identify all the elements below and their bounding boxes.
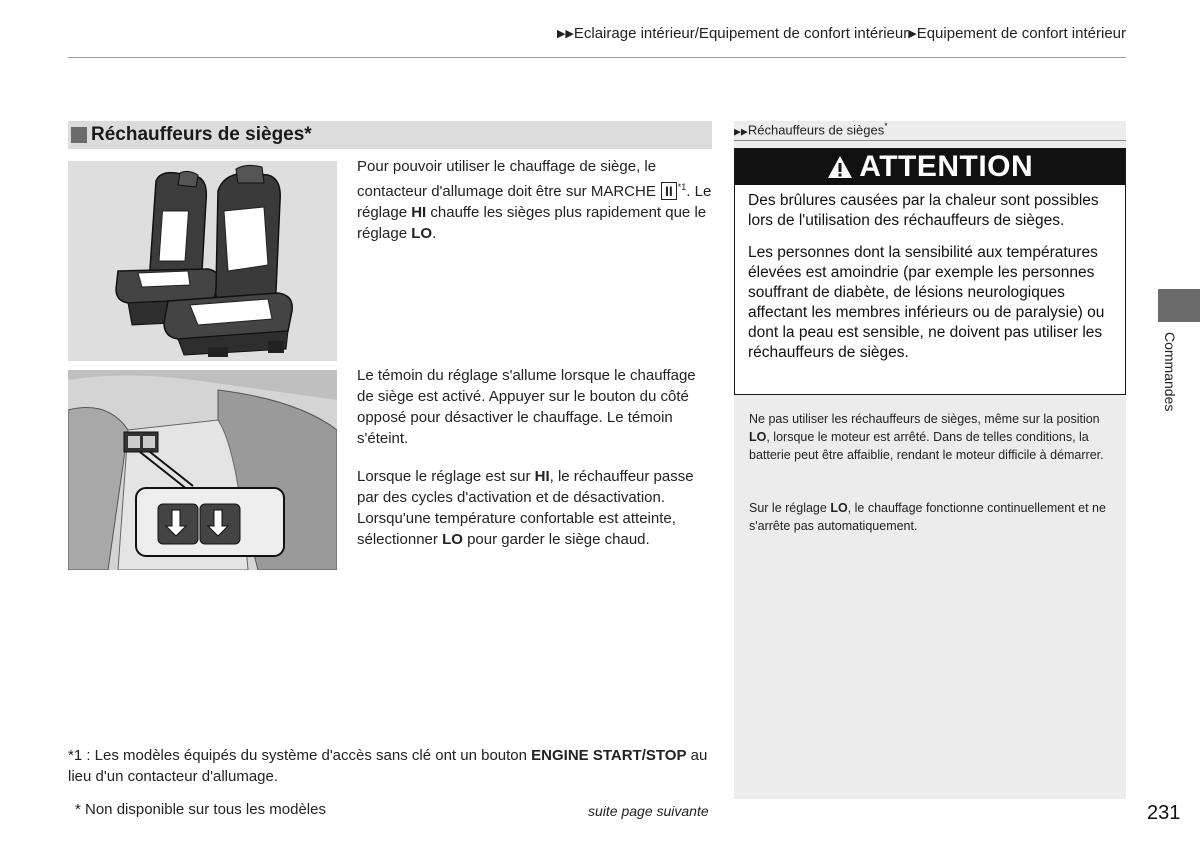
note2-text-b: , le chauffage fonctionne continuellement et ne s'arrête pas automatiquement. xyxy=(749,501,1106,533)
warning-text-1: Des brûlures causées par la chaleur sont possibles lors de l'utilisation des réchauffeurs de sièges. xyxy=(748,192,1099,229)
fn1-bold: ENGINE START/STOP xyxy=(531,747,687,764)
sidebar-title-text: Réchauffeurs de sièges xyxy=(747,122,885,138)
breadcrumb-part-1: Eclairage intérieur/Equipement de confort intérieur xyxy=(573,25,909,42)
p3-text-a: Lorsque le réglage est sur xyxy=(357,468,535,485)
p3-hi: HI xyxy=(534,468,550,485)
p3-lo: LO xyxy=(442,531,463,548)
chapter-tab xyxy=(1158,289,1200,322)
section-heading xyxy=(68,121,712,149)
seat-heater-switch-drawing xyxy=(68,370,337,570)
p1-text-a: Pour pouvoir utiliser le chauffage de siège, le contacteur d'allumage doit être sur MARCHE xyxy=(357,158,660,200)
breadcrumb-part-2: Equipement de confort intérieur xyxy=(916,25,1126,42)
sidebar-title-mark: * xyxy=(884,121,888,131)
note-lo-continuous xyxy=(749,499,1119,535)
p1-hi: HI xyxy=(411,204,427,221)
paragraph-ignition xyxy=(357,156,712,244)
footnote-availability: * Non disponible sur tous les modèles xyxy=(75,801,326,818)
console-illustration xyxy=(68,370,337,570)
paragraph-hi-cycle xyxy=(357,466,712,550)
seat-illustration xyxy=(68,161,337,361)
header-divider xyxy=(68,57,1126,58)
section-title: Réchauffeurs de sièges* xyxy=(91,124,312,145)
fn1-text-a: *1 : Les modèles équipés du système d'accès sans clé ont un bouton xyxy=(68,747,532,764)
breadcrumb xyxy=(557,25,1126,42)
warning-header xyxy=(735,149,1125,185)
breadcrumb-arrow-icon: ▶ xyxy=(908,28,917,40)
breadcrumb-arrow-icon: ▶▶ xyxy=(556,28,574,40)
note1-text-a: Ne pas utiliser les réchauffeurs de sièges, même sur la position xyxy=(749,412,1100,426)
warning-label: ATTENTION xyxy=(859,150,1034,183)
p3-text-b: , le réchauffeur passe par des cycles d'activation et de désactivation. Lorsqu'une température confortable est atteinte, sélectionner xyxy=(357,468,694,548)
chapter-tab-text: Commandes xyxy=(1162,332,1178,412)
note-engine-off xyxy=(749,410,1119,464)
chapter-tab-label xyxy=(1160,332,1180,422)
paragraph-indicator: Le témoin du réglage s'allume lorsque le chauffage de siège est activé. Appuyer sur le bouton du côté opposé pour désactiver le chauffage. Le témoin s'éteint. xyxy=(357,367,696,447)
warning-text-2: Les personnes dont la sensibilité aux températures élevées est amoindrie (par exemple les personnes souffrant de diabète, de lésions neurologiques affectant les membres inférieurs ou de paralysie) ou dont la peau est sensible, ne doivent pas utiliser les réchauffeurs de sièges. xyxy=(748,244,1105,361)
sidebar-title xyxy=(734,121,888,137)
heated-seats-drawing xyxy=(68,161,337,361)
warning-triangle-icon xyxy=(827,155,853,179)
note2-text-a: Sur le réglage xyxy=(749,501,831,515)
p1-text-b: . Le réglage xyxy=(357,183,712,221)
footnote-ref: *1 xyxy=(677,182,687,192)
heading-square-icon xyxy=(71,127,87,143)
note1-lo: LO xyxy=(749,430,767,444)
p1-text-d: . xyxy=(432,225,437,242)
sidebar-arrow-icon: ▶▶ xyxy=(734,126,748,137)
p1-text-c: chauffe les sièges plus rapidement que le réglage xyxy=(357,204,707,242)
p1-lo: LO xyxy=(411,225,433,242)
fn1-text-b: au lieu d'un contacteur d'allumage. xyxy=(68,747,708,785)
continued-next-page: suite page suivante xyxy=(588,803,709,819)
note2-lo: LO xyxy=(830,501,848,515)
warning-box xyxy=(734,148,1126,395)
page-number: 231 xyxy=(1147,802,1181,824)
sidebar-divider xyxy=(734,140,1126,141)
p3-text-c: pour garder le siège chaud. xyxy=(462,531,650,548)
footnote-keyless xyxy=(68,745,718,787)
note1-text-b: , lorsque le moteur est arrêté. Dans de telles conditions, la batterie peut être affaiblie, rendant le moteur difficile à démarrer. xyxy=(749,430,1104,462)
ignition-position-symbol: II xyxy=(661,182,677,200)
